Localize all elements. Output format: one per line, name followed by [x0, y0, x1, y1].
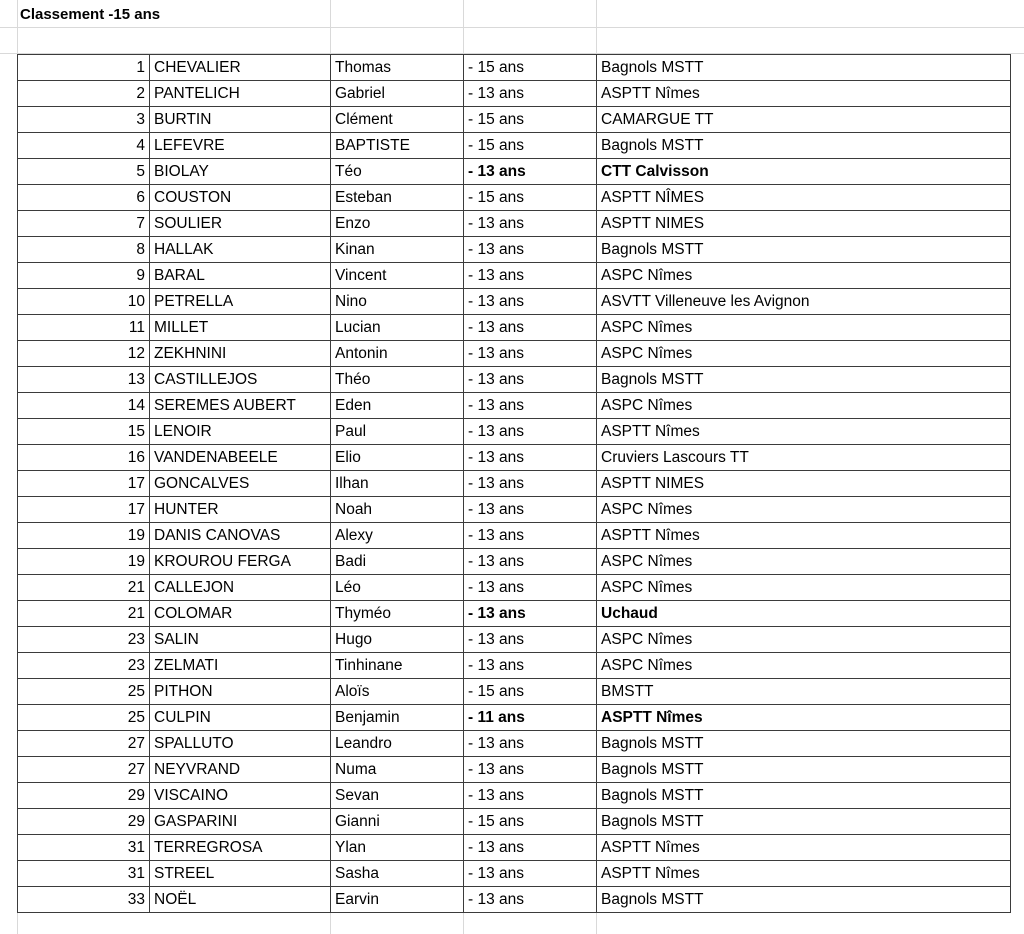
club-cell[interactable]: ASPTT NIMES [597, 471, 1011, 497]
rank-cell[interactable]: 23 [18, 627, 150, 653]
table-row [18, 393, 1011, 419]
last-name-cell[interactable]: TERREGROSA [150, 835, 331, 861]
first-name-cell[interactable]: Clément [331, 107, 464, 133]
category-cell[interactable]: - 15 ans [464, 679, 597, 705]
club-cell[interactable]: ASPTT Nîmes [597, 81, 1011, 107]
category-cell[interactable]: - 13 ans [464, 783, 597, 809]
last-name-cell[interactable]: HUNTER [150, 497, 331, 523]
category-cell[interactable]: - 13 ans [464, 627, 597, 653]
table-row [18, 211, 1011, 237]
category-cell[interactable]: - 13 ans [464, 549, 597, 575]
rank-cell[interactable]: 6 [18, 185, 150, 211]
category-cell[interactable]: - 13 ans [464, 653, 597, 679]
rank-cell[interactable]: 3 [18, 107, 150, 133]
last-name-cell[interactable]: STREEL [150, 861, 331, 887]
rank-cell[interactable]: 31 [18, 835, 150, 861]
club-cell[interactable]: ASPTT Nîmes [597, 419, 1011, 445]
category-cell[interactable]: - 13 ans [464, 393, 597, 419]
last-name-cell[interactable]: PITHON [150, 679, 331, 705]
table-row [18, 653, 1011, 679]
club-cell[interactable]: ASPC Nîmes [597, 575, 1011, 601]
last-name-cell[interactable]: LEFEVRE [150, 133, 331, 159]
first-name-cell[interactable]: Antonin [331, 341, 464, 367]
rank-cell[interactable]: 21 [18, 601, 150, 627]
rank-cell[interactable]: 25 [18, 705, 150, 731]
last-name-cell[interactable]: VISCAINO [150, 783, 331, 809]
table-row [18, 601, 1011, 627]
table-row [18, 445, 1011, 471]
grid-line [0, 27, 1024, 28]
rank-cell[interactable]: 16 [18, 445, 150, 471]
club-cell[interactable]: CAMARGUE TT [597, 107, 1011, 133]
table-row [18, 705, 1011, 731]
first-name-cell[interactable]: Noah [331, 497, 464, 523]
category-cell[interactable]: - 13 ans [464, 757, 597, 783]
last-name-cell[interactable]: LENOIR [150, 419, 331, 445]
first-name-cell[interactable]: Hugo [331, 627, 464, 653]
club-cell[interactable]: ASPC Nîmes [597, 393, 1011, 419]
table-row [18, 263, 1011, 289]
last-name-cell[interactable]: CASTILLEJOS [150, 367, 331, 393]
category-cell[interactable]: - 15 ans [464, 107, 597, 133]
category-cell[interactable]: - 13 ans [464, 263, 597, 289]
category-cell[interactable]: - 13 ans [464, 237, 597, 263]
table-row [18, 185, 1011, 211]
club-cell[interactable]: ASPTT Nîmes [597, 835, 1011, 861]
rank-cell[interactable]: 8 [18, 237, 150, 263]
first-name-cell[interactable]: Paul [331, 419, 464, 445]
table-row [18, 107, 1011, 133]
category-cell[interactable]: - 13 ans [464, 835, 597, 861]
table-row [18, 315, 1011, 341]
rank-cell[interactable]: 27 [18, 731, 150, 757]
table-row [18, 55, 1011, 81]
category-cell[interactable]: - 13 ans [464, 471, 597, 497]
table-row [18, 835, 1011, 861]
last-name-cell[interactable]: PANTELICH [150, 81, 331, 107]
last-name-cell[interactable]: SPALLUTO [150, 731, 331, 757]
category-cell[interactable]: - 13 ans [464, 861, 597, 887]
first-name-cell[interactable]: Aloïs [331, 679, 464, 705]
club-cell[interactable]: Bagnols MSTT [597, 809, 1011, 835]
table-row [18, 731, 1011, 757]
table-row [18, 783, 1011, 809]
last-name-cell[interactable]: NOËL [150, 887, 331, 913]
first-name-cell[interactable]: Eden [331, 393, 464, 419]
club-cell[interactable]: Uchaud [597, 601, 1011, 627]
last-name-cell[interactable]: MILLET [150, 315, 331, 341]
rank-cell[interactable]: 4 [18, 133, 150, 159]
first-name-cell[interactable]: Elio [331, 445, 464, 471]
category-cell[interactable]: - 13 ans [464, 419, 597, 445]
last-name-cell[interactable]: GONCALVES [150, 471, 331, 497]
rank-cell[interactable]: 17 [18, 497, 150, 523]
table-row [18, 367, 1011, 393]
table-row [18, 627, 1011, 653]
table-row [18, 757, 1011, 783]
last-name-cell[interactable]: SOULIER [150, 211, 331, 237]
club-cell[interactable]: ASVTT Villeneuve les Avignon [597, 289, 1011, 315]
last-name-cell[interactable]: PETRELLA [150, 289, 331, 315]
club-cell[interactable]: CTT Calvisson [597, 159, 1011, 185]
club-cell[interactable]: ASPTT Nîmes [597, 861, 1011, 887]
category-cell[interactable]: - 13 ans [464, 81, 597, 107]
first-name-cell[interactable]: Thomas [331, 55, 464, 81]
table-row [18, 549, 1011, 575]
rank-cell[interactable]: 29 [18, 809, 150, 835]
category-cell[interactable]: - 13 ans [464, 523, 597, 549]
table-row [18, 523, 1011, 549]
category-cell[interactable]: - 15 ans [464, 185, 597, 211]
first-name-cell[interactable]: Nino [331, 289, 464, 315]
rank-cell[interactable]: 7 [18, 211, 150, 237]
first-name-cell[interactable]: Gabriel [331, 81, 464, 107]
first-name-cell[interactable]: Ilhan [331, 471, 464, 497]
first-name-cell[interactable]: BAPTISTE [331, 133, 464, 159]
rank-cell[interactable]: 9 [18, 263, 150, 289]
category-cell[interactable]: - 13 ans [464, 887, 597, 913]
table-row [18, 679, 1011, 705]
rank-cell[interactable]: 31 [18, 861, 150, 887]
category-cell[interactable]: - 13 ans [464, 315, 597, 341]
first-name-cell[interactable]: Numa [331, 757, 464, 783]
first-name-cell[interactable]: Lucian [331, 315, 464, 341]
category-cell[interactable]: - 15 ans [464, 133, 597, 159]
first-name-cell[interactable]: Benjamin [331, 705, 464, 731]
club-cell[interactable]: Bagnols MSTT [597, 887, 1011, 913]
table-row [18, 133, 1011, 159]
category-cell[interactable]: - 13 ans [464, 445, 597, 471]
rank-cell[interactable]: 15 [18, 419, 150, 445]
club-cell[interactable]: ASPC Nîmes [597, 263, 1011, 289]
sheet-title[interactable]: Classement -15 ans [20, 6, 161, 23]
category-cell[interactable]: - 13 ans [464, 159, 597, 185]
last-name-cell[interactable]: COUSTON [150, 185, 331, 211]
category-cell[interactable]: - 11 ans [464, 705, 597, 731]
rank-cell[interactable]: 13 [18, 367, 150, 393]
club-cell[interactable]: ASPTT NIMES [597, 211, 1011, 237]
last-name-cell[interactable]: CULPIN [150, 705, 331, 731]
first-name-cell[interactable]: Earvin [331, 887, 464, 913]
rank-cell[interactable]: 21 [18, 575, 150, 601]
last-name-cell[interactable]: CALLEJON [150, 575, 331, 601]
last-name-cell[interactable]: CHEVALIER [150, 55, 331, 81]
table-row [18, 419, 1011, 445]
last-name-cell[interactable]: DANIS CANOVAS [150, 523, 331, 549]
ranking-table-body [18, 55, 1011, 913]
rank-cell[interactable]: 1 [18, 55, 150, 81]
first-name-cell[interactable]: Kinan [331, 237, 464, 263]
table-row [18, 471, 1011, 497]
table-row [18, 497, 1011, 523]
first-name-cell[interactable]: Alexy [331, 523, 464, 549]
table-row [18, 81, 1011, 107]
club-cell[interactable]: ASPC Nîmes [597, 653, 1011, 679]
first-name-cell[interactable]: Téo [331, 159, 464, 185]
rank-cell[interactable]: 17 [18, 471, 150, 497]
first-name-cell[interactable]: Gianni [331, 809, 464, 835]
club-cell[interactable]: ASPC Nîmes [597, 341, 1011, 367]
club-cell[interactable]: ASPC Nîmes [597, 497, 1011, 523]
club-cell[interactable]: BMSTT [597, 679, 1011, 705]
category-cell[interactable]: - 13 ans [464, 341, 597, 367]
table-row [18, 341, 1011, 367]
table-row [18, 575, 1011, 601]
club-cell[interactable]: Cruviers Lascours TT [597, 445, 1011, 471]
table-row [18, 159, 1011, 185]
rank-cell[interactable]: 27 [18, 757, 150, 783]
category-cell[interactable]: - 13 ans [464, 211, 597, 237]
table-row [18, 289, 1011, 315]
category-cell[interactable]: - 13 ans [464, 289, 597, 315]
last-name-cell[interactable]: COLOMAR [150, 601, 331, 627]
rank-cell[interactable]: 19 [18, 523, 150, 549]
club-cell[interactable]: Bagnols MSTT [597, 237, 1011, 263]
club-cell[interactable]: Bagnols MSTT [597, 783, 1011, 809]
first-name-cell[interactable]: Esteban [331, 185, 464, 211]
table-row [18, 861, 1011, 887]
first-name-cell[interactable]: Sasha [331, 861, 464, 887]
first-name-cell[interactable]: Léo [331, 575, 464, 601]
last-name-cell[interactable]: ZEKHNINI [150, 341, 331, 367]
club-cell[interactable]: ASPC Nîmes [597, 549, 1011, 575]
rank-cell[interactable]: 11 [18, 315, 150, 341]
last-name-cell[interactable]: GASPARINI [150, 809, 331, 835]
first-name-cell[interactable]: Leandro [331, 731, 464, 757]
rank-cell[interactable]: 12 [18, 341, 150, 367]
last-name-cell[interactable]: VANDENABEELE [150, 445, 331, 471]
category-cell[interactable]: - 15 ans [464, 55, 597, 81]
club-cell[interactable]: ASPTT NÎMES [597, 185, 1011, 211]
category-cell[interactable]: - 13 ans [464, 367, 597, 393]
last-name-cell[interactable]: BURTIN [150, 107, 331, 133]
club-cell[interactable]: ASPC Nîmes [597, 315, 1011, 341]
club-cell[interactable]: ASPC Nîmes [597, 627, 1011, 653]
category-cell[interactable]: - 13 ans [464, 575, 597, 601]
club-cell[interactable]: Bagnols MSTT [597, 133, 1011, 159]
first-name-cell[interactable]: Théo [331, 367, 464, 393]
rank-cell[interactable]: 23 [18, 653, 150, 679]
rank-cell[interactable]: 25 [18, 679, 150, 705]
rank-cell[interactable]: 14 [18, 393, 150, 419]
first-name-cell[interactable]: Sevan [331, 783, 464, 809]
rank-cell[interactable]: 2 [18, 81, 150, 107]
last-name-cell[interactable]: HALLAK [150, 237, 331, 263]
club-cell[interactable]: ASPTT Nîmes [597, 523, 1011, 549]
rank-cell[interactable]: 33 [18, 887, 150, 913]
ranking-table [17, 54, 1011, 913]
rank-cell[interactable]: 29 [18, 783, 150, 809]
table-row [18, 887, 1011, 913]
last-name-cell[interactable]: KROUROU FERGA [150, 549, 331, 575]
last-name-cell[interactable]: BIOLAY [150, 159, 331, 185]
club-cell[interactable]: ASPTT Nîmes [597, 705, 1011, 731]
category-cell[interactable]: - 13 ans [464, 601, 597, 627]
club-cell[interactable]: Bagnols MSTT [597, 367, 1011, 393]
category-cell[interactable]: - 13 ans [464, 731, 597, 757]
category-cell[interactable]: - 15 ans [464, 809, 597, 835]
club-cell[interactable]: Bagnols MSTT [597, 731, 1011, 757]
rank-cell[interactable]: 19 [18, 549, 150, 575]
category-cell[interactable]: - 13 ans [464, 497, 597, 523]
rank-cell[interactable]: 5 [18, 159, 150, 185]
last-name-cell[interactable]: BARAL [150, 263, 331, 289]
first-name-cell[interactable]: Thyméo [331, 601, 464, 627]
last-name-cell[interactable]: NEYVRAND [150, 757, 331, 783]
last-name-cell[interactable]: SEREMES AUBERT [150, 393, 331, 419]
first-name-cell[interactable]: Enzo [331, 211, 464, 237]
club-cell[interactable]: Bagnols MSTT [597, 757, 1011, 783]
table-row [18, 237, 1011, 263]
last-name-cell[interactable]: ZELMATI [150, 653, 331, 679]
club-cell[interactable]: Bagnols MSTT [597, 55, 1011, 81]
last-name-cell[interactable]: SALIN [150, 627, 331, 653]
first-name-cell[interactable]: Vincent [331, 263, 464, 289]
first-name-cell[interactable]: Badi [331, 549, 464, 575]
rank-cell[interactable]: 10 [18, 289, 150, 315]
table-row [18, 809, 1011, 835]
first-name-cell[interactable]: Ylan [331, 835, 464, 861]
first-name-cell[interactable]: Tinhinane [331, 653, 464, 679]
